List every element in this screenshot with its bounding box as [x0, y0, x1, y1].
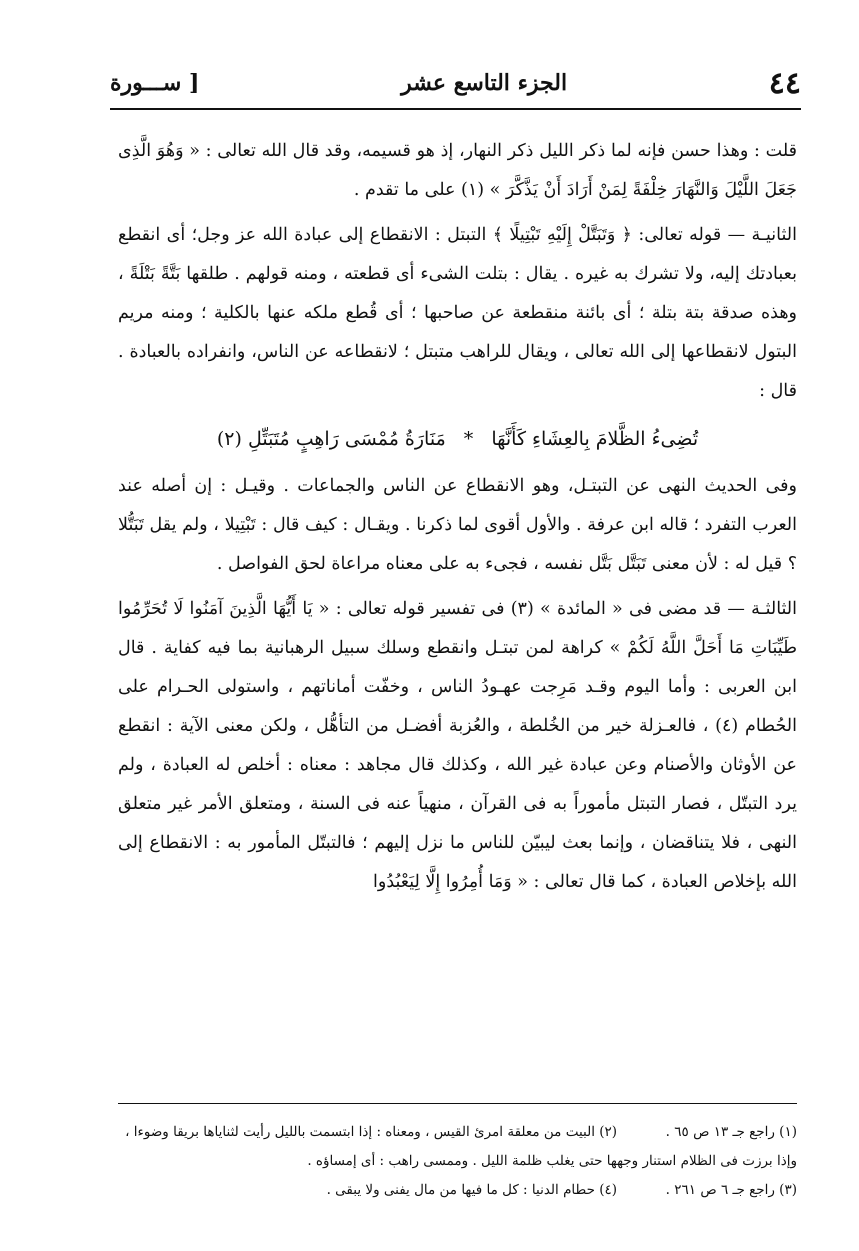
paragraph-1: قلت : وهذا حسن فإنه لما ذكر الليل ذكر النهار، إذ هو قسيمه، وقد قال الله تعالى : « وَهُوَ الَّذِى جَعَلَ اللَّيْلَ وَالنَّهَارَ خِلْفَةً لِمَنْ أَرَادَ أَنْ يَذَّكَّرَ » (١) على ما تقدم .	[118, 141, 797, 200]
verse-first-hemistich: تُضِىءُ الظَّلامَ بِالعِشَاءِ كَأَنَّهَا	[491, 428, 699, 450]
verse-separator: *	[463, 428, 474, 450]
footnotes	[118, 1118, 797, 1205]
header-rule	[110, 108, 801, 110]
footnote-4: (٤) حطام الدنيا : كل ما فيها من مال يفنى ولا يبقى .	[326, 1182, 618, 1198]
footnote-1: (١) راجع جـ ١٣ ص ٦٥ .	[665, 1124, 797, 1140]
paragraph-4: الثالثـة — قد مضى فى « المائدة » (٣) فى تفسير قوله تعالى : « يَا أَيُّهَا الَّذِينَ آمَنُوا لَا تُحَرِّمُوا طَيِّبَاتِ مَا أَحَلَّ اللَّهُ لَكُمْ » كراهة لمن تبتـل وانقطع وسلك سبيل الرهبانية بما فيه كفاية . قال ابن العربى : وأما اليوم وقـد مَرِجت عهـودُ الناس ، وخفّت أماناتهم ، واستولى الحـرام على الحُطام (٤) ، فالعـزلة خير من الخُلطة ، والعُزبة أفضـل من التأهُّل ، ولكن معنى الآية : انقطع عن الأوثان والأصنام وعن عبادة غير الله ، وكذلك قال مجاهد : معناه : أخلص له العبادة ، ولم يرد التبتّل ، فصار التبتل مأموراً به فى القرآن ، منهياً عنه فى السنة ، ومتعلق الأمر غير متعلق النهى ، فلا يتناقضان ، وإنما بعث ليبيّن للناس ما نزل إليهم ؛ فالتبتّل المأمور به : الانقطاع إلى الله بإخلاص العبادة ، كما قال تعالى : « وَمَا أُمِرُوا إِلَّا لِيَعْبُدُوا	[118, 599, 798, 892]
footnote-row	[118, 1118, 797, 1176]
paragraph-2: الثانيـة — قوله تعالى: ﴿ وَتَبَتَّلْ إِلَيْهِ تَبْتِيلًا ﴾ التبتل : الانقطاع إلى عبادة الله عز وجل؛ أى انقطع بعبادتك إليه، ولا تشرك به غيره . يقال : بتلت الشىء أى قطعته ، ومنه قولهم . طلقها بَتَّةً بَتْلَةً ، وهذه صدقة بتة بتلة ؛ أى بائنة منقطعة عن صاحبها ؛ أى قُطع ملكه عنها بالكلية ؛ ومنه مريم البتول لانقطاعها إلى الله تعالى ، ويقال للراهب متبتل ؛ لانقطاعه عن الناس، وانفراده بالعبادة . قال :	[118, 225, 797, 401]
footnote-rule	[118, 1103, 797, 1104]
page-number: ٤٤	[768, 65, 801, 101]
footnote-3: (٣) راجع جـ ٦ ص ٢٦١ .	[665, 1182, 797, 1198]
poetry-verse	[118, 415, 797, 463]
paragraph-3: وفى الحديث النهى عن التبتـل، وهو الانقطاع عن الناس والجماعات . وقيـل : إن أصله عند العرب التفرد ؛ قاله ابن عرفة . والأول أقوى لما ذكرنا . ويقـال : كيف قال : تَبْتِيلا ، ولم يقل تَبَتُّلا ؟ قيل له : لأن معنى تَبَتَّل بَتَّل نفسه ، فجىء به على معناه مراعاة لحق الفواصل .	[118, 476, 797, 574]
footnote-row	[118, 1176, 797, 1205]
running-title: الجزء التاسع عشر	[401, 70, 568, 96]
page-header	[110, 58, 801, 108]
verse-second-hemistich: مَنَارَةُ مُمْسَى رَاهِبٍ مُتَبَتِّلِ (٢)	[216, 428, 446, 450]
main-text	[118, 132, 797, 906]
surah-label: [ ســـورة	[110, 70, 200, 96]
footnote-2: (٢) البيت من معلقة امرئ القيس ، ومعناه : إذا ابتسمت بالليل رأيت لثناياها بريقا وضوءا ، وإذا برزت فى الظلام استنار وجهها حتى يغلب ظلمة الليل . وممسى راهب : أى إمساؤه .	[125, 1124, 797, 1169]
